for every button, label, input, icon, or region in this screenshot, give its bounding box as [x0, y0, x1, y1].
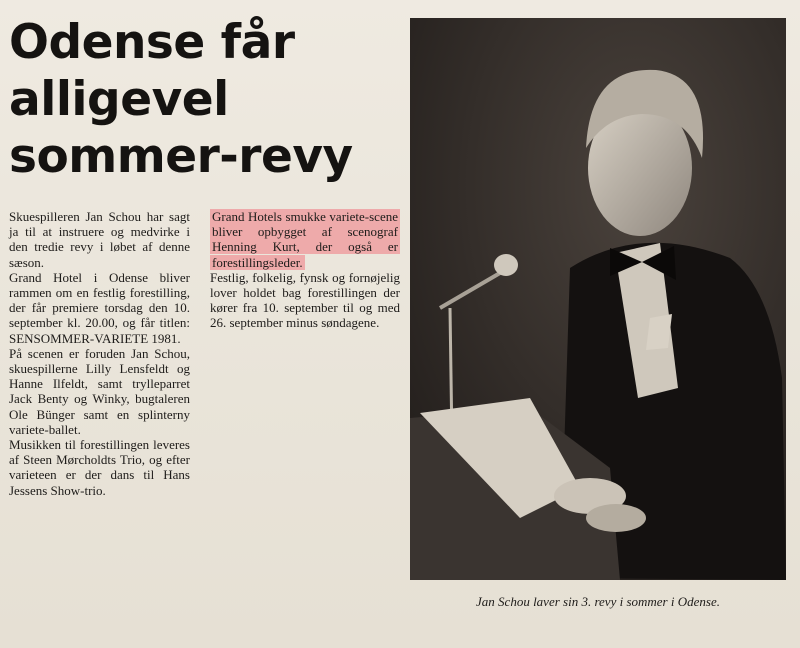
- article-column-2: [210, 209, 400, 331]
- article-column-1: [9, 209, 190, 498]
- paragraph-intro: Skuespilleren Jan Schou har sagt ja til at instruere og medvirke i den tredie revy i løbet af denne sæson.: [9, 209, 190, 270]
- headline-line-3: sommer-revy: [9, 129, 353, 184]
- article-photo: [410, 18, 786, 580]
- paragraph-dates: Festlig, folkelig, fynsk og fornøjelig lover holdet bag forestillingen der kører fra 10. september til og med 26. september minus søndagene.: [210, 269, 400, 331]
- paragraph-scenography: [210, 209, 400, 270]
- paragraph-cast: På scenen er foruden Jan Schou, skuespillerne Lilly Lensfeldt og Hanne Ilfeldt, samt trylleparret Jack Benty og Winky, bugtaleren Ole Bünger samt en splinterny variete-ballet.: [9, 345, 190, 437]
- headline-line-1: Odense får: [9, 15, 295, 70]
- paragraph-venue: Grand Hotel i Odense bliver rammen om en festlig forestilling, der får premiere torsdag den 10. september kl. 20.00, og får titlen: SENSOMMER-VARIETE 1981.: [9, 269, 190, 346]
- photo-performer-at-lectern: [410, 18, 786, 580]
- highlighted-text: Grand Hotels smukke variete-scene bliver opbygget af scenograf Henning Kurt, der også er forestillingsleder.: [212, 209, 398, 270]
- paragraph-music: Musikken til forestillingen leveres af Steen Mørcholdts Trio, og efter varieteen er der dans til Hans Jessens Show-trio.: [9, 437, 190, 498]
- photo-caption: Jan Schou laver sin 3. revy i sommer i Odense.: [476, 594, 720, 609]
- headline-line-2: alligevel: [9, 72, 229, 127]
- article-headline: [9, 14, 399, 185]
